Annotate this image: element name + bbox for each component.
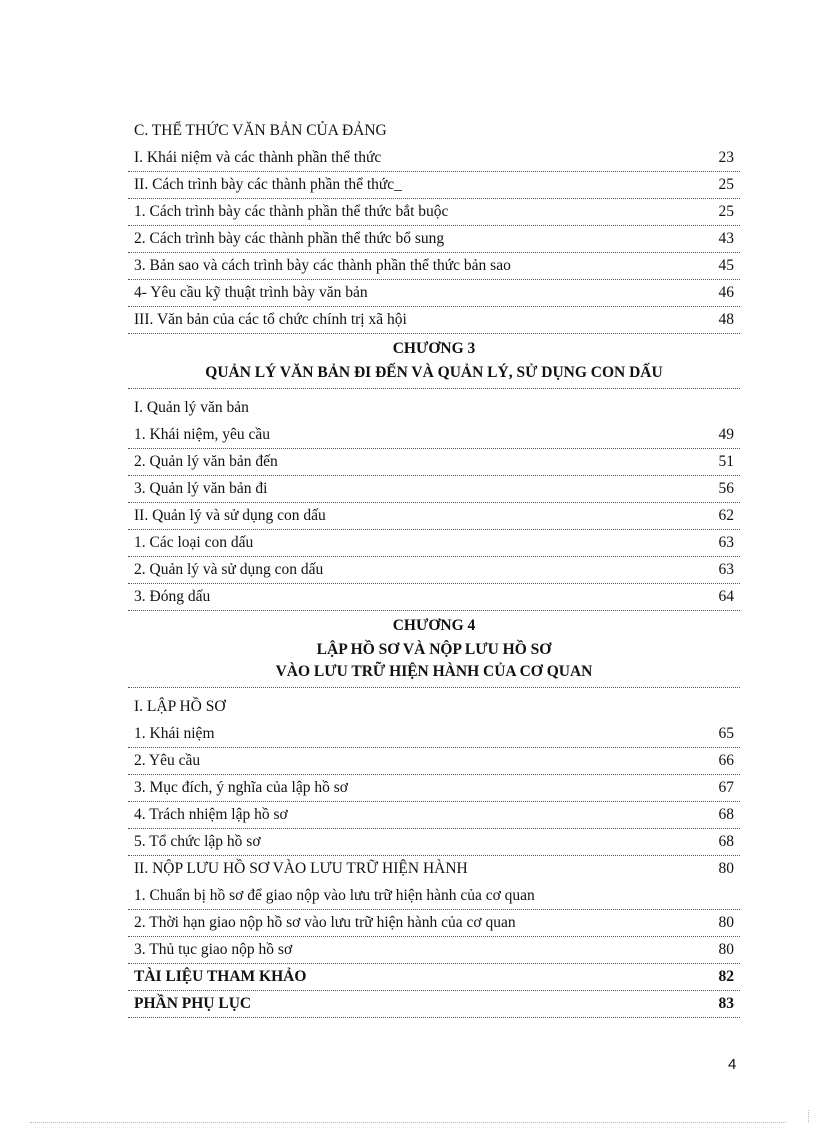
toc-entry-label: 2. Quản lý và sử dụng con dấu [134,561,324,578]
toc-entry-page: 80 [718,914,734,931]
toc-entry [128,937,740,964]
toc-entry [128,964,740,991]
toc-entry [128,883,740,910]
toc-entry-label: 3. Bản sao và cách trình bày các thành phần thể thức bản sao [134,257,511,274]
toc-entry-page: 64 [718,588,734,605]
toc-entry-page: 56 [718,480,734,497]
toc-entry-label: 1. Khái niệm [134,725,215,742]
toc-entry [128,145,740,172]
toc-entry-page: 68 [718,833,734,850]
toc-entry [128,307,740,334]
toc-entry [128,476,740,503]
toc-entry-page: 80 [718,941,734,958]
toc-entry-label: 2. Quản lý văn bản đến [134,453,278,470]
toc-entry-page: 43 [718,230,734,247]
toc-entry-label: 4- Yêu cầu kỹ thuật trình bày văn bản [134,284,368,301]
toc-entry [128,172,740,199]
toc-entry-page: 49 [718,426,734,443]
toc-entry-page: 63 [718,561,734,578]
toc-entry-page: 25 [718,203,734,220]
toc-entry-page: 51 [718,453,734,470]
toc-entry-page: 82 [718,968,734,985]
toc-entry [128,856,740,883]
toc-entry [128,775,740,802]
toc-entry [128,449,740,476]
toc-entry-label: 1. Khái niệm, yêu cầu [134,426,271,443]
toc-entry-label: 3. Đóng dấu [134,588,211,605]
toc-entry-page: 46 [718,284,734,301]
toc-entry-label: 3. Quản lý văn bản đi [134,480,268,497]
toc-entry-page: 62 [718,507,734,524]
toc-entry-label: TÀI LIỆU THAM KHẢO [134,968,307,985]
toc-entry-page: 63 [718,534,734,551]
toc-entry-page: 67 [718,779,734,796]
toc-entry [128,253,740,280]
toc-entry [128,503,740,530]
toc-entry-label: 1. Các loại con dấu [134,534,254,551]
chapter-3-heading [128,334,740,389]
toc-entry [128,280,740,307]
toc-entry [128,422,740,449]
toc-entry-label: 1. Cách trình bày các thành phần thể thức bắt buộc [134,203,449,220]
toc-entry [128,557,740,584]
corner-mark [808,1110,809,1123]
toc-entry-page: 65 [718,725,734,742]
toc-heading-label: C. THỂ THỨC VĂN BẢN CỦA ĐẢNG [134,122,387,139]
toc-entry [128,802,740,829]
toc-entry-page: 48 [718,311,734,328]
toc-entry-label: 2. Cách trình bày các thành phần thể thức bổ sung [134,230,445,247]
toc-entry [128,226,740,253]
chapter-4-heading [128,611,740,688]
toc-entry-label: II. Quản lý và sử dụng con dấu [134,507,326,524]
chapter-number: CHƯƠNG 3 [392,340,476,357]
toc-entry-page: 25 [718,176,734,193]
toc-entry-label: 2. Thời hạn giao nộp hồ sơ vào lưu trữ hiện hành của cơ quan [134,914,516,931]
toc-entry-label: II. NỘP LƯU HỒ SƠ VÀO LƯU TRỮ HIỆN HÀNH [134,860,468,877]
toc-entry [128,721,740,748]
toc-entry-label: PHẦN PHỤ LỤC [134,995,252,1012]
toc-entry-label: I. LẬP HỒ SƠ [134,698,226,715]
toc-entry [128,530,740,557]
toc-entry-label: 5. Tổ chức lập hồ sơ [134,833,261,850]
table-of-contents [128,118,740,1018]
toc-entry-label: II. Cách trình bày các thành phần thể thức_ [134,176,402,193]
toc-entry-label: 2. Yêu cầu [134,752,201,769]
toc-entry-page: 80 [718,860,734,877]
toc-entry-label: 1. Chuẩn bị hồ sơ để giao nộp vào lưu trữ hiện hành của cơ quan [134,887,535,904]
toc-entry-label: 3. Mục đích, ý nghĩa của lập hồ sơ [134,779,348,796]
toc-entry [128,395,740,422]
toc-entry-label: I. Khái niệm và các thành phần thể thức [134,149,382,166]
toc-entry-label: I. Quản lý văn bản [134,399,249,416]
page-number: 4 [728,1056,737,1073]
section-c-heading [128,118,740,145]
toc-entry [128,910,740,937]
toc-entry [128,694,740,721]
toc-entry [128,991,740,1018]
toc-entry-page: 66 [718,752,734,769]
toc-entry-label: 3. Thủ tục giao nộp hồ sơ [134,941,293,958]
toc-entry-page: 83 [718,995,734,1012]
toc-entry-label: III. Văn bản của các tổ chức chính trị xã hội [134,311,407,328]
toc-entry-page: 45 [718,257,734,274]
toc-entry-label: 4. Trách nhiệm lập hồ sơ [134,806,288,823]
toc-entry-page: 68 [718,806,734,823]
toc-entry [128,829,740,856]
toc-entry [128,748,740,775]
chapter-title: QUẢN LÝ VĂN BẢN ĐI ĐẾN VÀ QUẢN LÝ, SỬ DỤNG CON DẤU [205,364,663,381]
toc-entry [128,584,740,611]
chapter-title-line-2: VÀO LƯU TRỮ HIỆN HÀNH CỦA CƠ QUAN [275,663,593,680]
chapter-number: CHƯƠNG 4 [392,617,476,634]
toc-entry-page: 23 [718,149,734,166]
chapter-title-line-1: LẬP HỒ SƠ VÀ NỘP LƯU HỒ SƠ [316,641,552,658]
toc-entry [128,199,740,226]
